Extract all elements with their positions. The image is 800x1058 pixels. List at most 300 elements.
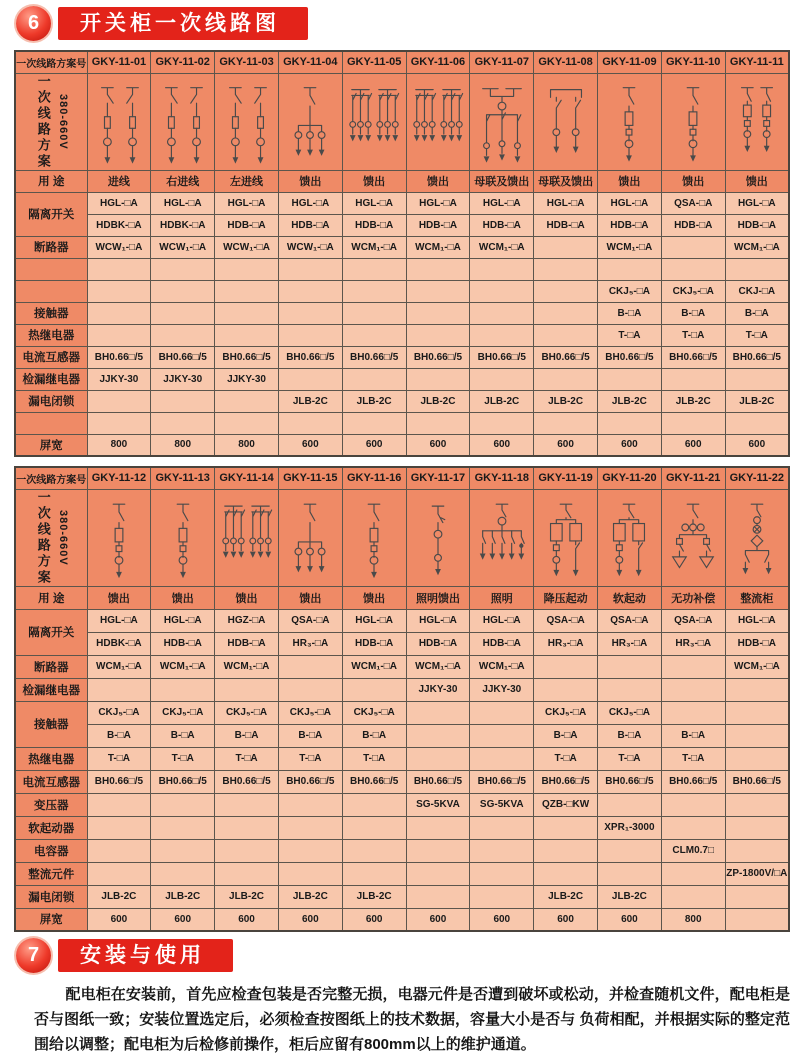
table-cell bbox=[215, 324, 279, 346]
table-cell: BH0.66□/5 bbox=[342, 770, 406, 793]
table-cell bbox=[470, 412, 534, 434]
table-cell bbox=[278, 412, 342, 434]
column-header: GKY-11-17 bbox=[406, 467, 470, 489]
table-cell bbox=[598, 412, 662, 434]
table-cell bbox=[151, 793, 215, 816]
scheme-label bbox=[15, 73, 87, 170]
table-cell: 600 bbox=[534, 908, 598, 931]
table-cell: B-□A bbox=[598, 302, 662, 324]
section-7-title: 安装与使用 bbox=[58, 939, 233, 972]
table-cell: CKJ₅-□A bbox=[598, 701, 662, 724]
table-cell bbox=[151, 862, 215, 885]
table-cell bbox=[534, 258, 598, 280]
table-cell bbox=[661, 793, 725, 816]
table-cell: T-□A bbox=[725, 324, 789, 346]
table-cell: HGL-□A bbox=[598, 192, 662, 214]
table-cell: BH0.66□/5 bbox=[661, 770, 725, 793]
section-6-title: 开关柜一次线路图 bbox=[58, 7, 308, 40]
table-cell bbox=[151, 280, 215, 302]
table-cell: BH0.66□/5 bbox=[725, 770, 789, 793]
column-header: GKY-11-21 bbox=[661, 467, 725, 489]
table-cell: BH0.66□/5 bbox=[215, 770, 279, 793]
table-cell: WCM₁-□A bbox=[215, 655, 279, 678]
table-cell: 600 bbox=[342, 908, 406, 931]
table-cell: JJKY-30 bbox=[470, 678, 534, 701]
table-cell: HDB-□A bbox=[598, 214, 662, 236]
table-cell bbox=[278, 678, 342, 701]
table-cell bbox=[598, 793, 662, 816]
table-cell: 右进线 bbox=[151, 170, 215, 192]
table-cell: BH0.66□/5 bbox=[661, 346, 725, 368]
circuit-diagram-box1 bbox=[87, 489, 151, 586]
table-cell bbox=[725, 258, 789, 280]
table-cell bbox=[598, 258, 662, 280]
table-cell bbox=[725, 724, 789, 747]
install-instructions: 配电柜在安装前，首先应检查包装是否完整无损，电器元件是否遭到破坏或松动，并检查随机文件，配电柜是否与图纸一致；安装位置选定后，必须检查按图纸上的技术数据，容量大小是否与 负荷相配，并根据实际的整定范围给以调整；配电柜为后检修前操作，柜后应留有800mm以上的维护通道。 bbox=[34, 986, 790, 1054]
table-cell bbox=[725, 701, 789, 724]
table-cell: HGL-□A bbox=[151, 192, 215, 214]
table-cell: HDBK-□A bbox=[151, 214, 215, 236]
table-cell bbox=[278, 258, 342, 280]
table-cell: HGL-□A bbox=[406, 609, 470, 632]
section-7-number-badge: 7 bbox=[16, 938, 51, 973]
catalog-page bbox=[0, 6, 800, 1054]
table-cell: JLB-2C bbox=[470, 390, 534, 412]
table-cell bbox=[406, 747, 470, 770]
row-label: 隔离开关 bbox=[15, 192, 87, 236]
circuit-table-1 bbox=[14, 50, 800, 457]
circuit-diagram-starter bbox=[598, 489, 662, 586]
table-cell: 馈出 bbox=[598, 170, 662, 192]
column-header: GKY-11-12 bbox=[87, 467, 151, 489]
table-cell: 600 bbox=[470, 908, 534, 931]
table-cell bbox=[725, 678, 789, 701]
table-cell: CKJ₅-□A bbox=[661, 280, 725, 302]
table-cell: B-□A bbox=[215, 724, 279, 747]
circuit-diagram-in2 bbox=[87, 73, 151, 170]
table-cell: 600 bbox=[661, 434, 725, 456]
table-cell bbox=[661, 885, 725, 908]
table-cell: WCM₁-□A bbox=[87, 655, 151, 678]
table-cell: 馈出 bbox=[278, 170, 342, 192]
table-cell bbox=[661, 816, 725, 839]
table-cell: HGL-□A bbox=[215, 192, 279, 214]
circuit-diagram-box1 bbox=[151, 489, 215, 586]
table-cell: 软起动 bbox=[598, 586, 662, 609]
table-cell bbox=[470, 816, 534, 839]
table-cell bbox=[87, 862, 151, 885]
table-cell bbox=[342, 302, 406, 324]
table-cell bbox=[661, 862, 725, 885]
row-label bbox=[15, 412, 87, 434]
table-cell: WCM₁-□A bbox=[725, 655, 789, 678]
table-cell bbox=[534, 302, 598, 324]
table-cell: QSA-□A bbox=[534, 609, 598, 632]
table-cell bbox=[406, 701, 470, 724]
circuit-diagram-box1 bbox=[342, 489, 406, 586]
circuit-diagram-fd1 bbox=[278, 489, 342, 586]
table-cell bbox=[534, 236, 598, 258]
row-label: 接触器 bbox=[15, 302, 87, 324]
table-cell: 馈出 bbox=[215, 586, 279, 609]
table-cell bbox=[406, 280, 470, 302]
table-cell: 600 bbox=[215, 908, 279, 931]
row-label: 断路器 bbox=[15, 655, 87, 678]
circuit-diagram-bus bbox=[470, 73, 534, 170]
table-cell: HGL-□A bbox=[87, 609, 151, 632]
table-cell: HR₃-□A bbox=[534, 632, 598, 655]
row-label: 检漏继电器 bbox=[15, 368, 87, 390]
table-cell: B-□A bbox=[661, 724, 725, 747]
table-cell bbox=[151, 816, 215, 839]
table-cell bbox=[470, 839, 534, 862]
table-cell bbox=[661, 258, 725, 280]
table-cell: 600 bbox=[406, 434, 470, 456]
table-cell: 600 bbox=[598, 434, 662, 456]
table-cell bbox=[406, 368, 470, 390]
table-cell: B-□A bbox=[278, 724, 342, 747]
table-cell: CKJ₅-□A bbox=[598, 280, 662, 302]
table-cell bbox=[342, 258, 406, 280]
table-cell: JLB-2C bbox=[406, 390, 470, 412]
table-cell bbox=[87, 258, 151, 280]
table-cell bbox=[534, 412, 598, 434]
circuit-diagram-fd1 bbox=[278, 73, 342, 170]
table-cell: WCM₁-□A bbox=[406, 236, 470, 258]
table-cell: T-□A bbox=[151, 747, 215, 770]
table-cell: 照明馈出 bbox=[406, 586, 470, 609]
table-cell bbox=[215, 412, 279, 434]
row-label: 用 途 bbox=[15, 170, 87, 192]
table-cell bbox=[470, 280, 534, 302]
column-header: GKY-11-22 bbox=[725, 467, 789, 489]
table-cell: BH0.66□/5 bbox=[534, 346, 598, 368]
table-cell: WCM₁-□A bbox=[406, 655, 470, 678]
table-cell: BH0.66□/5 bbox=[406, 770, 470, 793]
table-cell: B-□A bbox=[342, 724, 406, 747]
table-cell: SG-5KVA bbox=[406, 793, 470, 816]
table-cell: 馈出 bbox=[406, 170, 470, 192]
table-cell: HDB-□A bbox=[725, 632, 789, 655]
table-cell bbox=[278, 302, 342, 324]
table-cell bbox=[215, 302, 279, 324]
row-label: 断路器 bbox=[15, 236, 87, 258]
circuit-table-2 bbox=[14, 466, 800, 932]
table-cell bbox=[725, 368, 789, 390]
table-cell: 600 bbox=[278, 908, 342, 931]
table-cell bbox=[342, 678, 406, 701]
table-cell bbox=[87, 302, 151, 324]
table-cell bbox=[87, 839, 151, 862]
table-cell: T-□A bbox=[534, 747, 598, 770]
table-cell bbox=[470, 747, 534, 770]
table-cell: HDB-□A bbox=[661, 214, 725, 236]
table-cell: 馈出 bbox=[342, 170, 406, 192]
table-cell bbox=[342, 368, 406, 390]
table-cell: 降压起动 bbox=[534, 586, 598, 609]
section-7-banner bbox=[16, 938, 800, 973]
table-cell: HDB-□A bbox=[342, 632, 406, 655]
table-cell: HR₃-□A bbox=[598, 632, 662, 655]
table-cell: XPR₁-3000 bbox=[598, 816, 662, 839]
table-cell bbox=[215, 258, 279, 280]
table-cell: HDBK-□A bbox=[87, 632, 151, 655]
table-cell: CKJ₅-□A bbox=[534, 701, 598, 724]
table-cell bbox=[470, 885, 534, 908]
table-cell bbox=[215, 793, 279, 816]
table-cell: HGL-□A bbox=[534, 192, 598, 214]
table-cell: QSA-□A bbox=[598, 609, 662, 632]
table-cell: HDB-□A bbox=[534, 214, 598, 236]
column-header: GKY-11-10 bbox=[661, 51, 725, 73]
table-cell: B-□A bbox=[87, 724, 151, 747]
table-cell: JJKY-30 bbox=[87, 368, 151, 390]
table-cell: B-□A bbox=[598, 724, 662, 747]
table-cell bbox=[278, 655, 342, 678]
table-cell: 600 bbox=[470, 434, 534, 456]
table-cell bbox=[534, 324, 598, 346]
column-header: GKY-11-13 bbox=[151, 467, 215, 489]
table-cell bbox=[87, 280, 151, 302]
table-cell bbox=[278, 793, 342, 816]
table-cell bbox=[725, 885, 789, 908]
table-cell bbox=[406, 412, 470, 434]
table-cell: 600 bbox=[151, 908, 215, 931]
table-cell: JLB-2C bbox=[278, 390, 342, 412]
circuit-diagram-fdm bbox=[406, 73, 470, 170]
table-cell: 800 bbox=[215, 434, 279, 456]
circuit-diagram-bus5 bbox=[470, 489, 534, 586]
table-cell bbox=[342, 412, 406, 434]
table-cell: T-□A bbox=[278, 747, 342, 770]
table-cell: 馈出 bbox=[661, 170, 725, 192]
table-cell: HGL-□A bbox=[342, 609, 406, 632]
table-cell bbox=[342, 862, 406, 885]
table-cell: QSA-□A bbox=[661, 609, 725, 632]
table-cell: JLB-2C bbox=[534, 885, 598, 908]
table-cell bbox=[87, 793, 151, 816]
column-header: GKY-11-07 bbox=[470, 51, 534, 73]
table-cell: T-□A bbox=[598, 324, 662, 346]
table-cell: CLM0.7□ bbox=[661, 839, 725, 862]
table-cell: HR₃-□A bbox=[661, 632, 725, 655]
table-cell bbox=[215, 390, 279, 412]
table-cell: WCW₁-□A bbox=[278, 236, 342, 258]
circuit-diagram-in2 bbox=[151, 73, 215, 170]
circuit-diagram-starter bbox=[534, 489, 598, 586]
circuit-diagram-bus2 bbox=[534, 73, 598, 170]
table-cell bbox=[151, 302, 215, 324]
table-cell bbox=[406, 839, 470, 862]
table-cell: T-□A bbox=[215, 747, 279, 770]
table-cell bbox=[215, 862, 279, 885]
column-header: GKY-11-02 bbox=[151, 51, 215, 73]
row-label: 电容器 bbox=[15, 839, 87, 862]
table-cell: 600 bbox=[342, 434, 406, 456]
table-cell: T-□A bbox=[598, 747, 662, 770]
circuit-diagram-box1 bbox=[661, 73, 725, 170]
table-cell: SG-5KVA bbox=[470, 793, 534, 816]
column-header: GKY-11-04 bbox=[278, 51, 342, 73]
row-label: 热继电器 bbox=[15, 747, 87, 770]
table-cell: HDBK-□A bbox=[87, 214, 151, 236]
table-cell: JJKY-30 bbox=[215, 368, 279, 390]
table-cell bbox=[87, 412, 151, 434]
row-label: 变压器 bbox=[15, 793, 87, 816]
table-cell bbox=[661, 678, 725, 701]
table-cell: CKJ₅-□A bbox=[151, 701, 215, 724]
table-cell bbox=[406, 324, 470, 346]
voltage-label: 380-660V bbox=[56, 93, 69, 150]
table-cell: 进线 bbox=[87, 170, 151, 192]
table-cell bbox=[406, 724, 470, 747]
table-cell bbox=[87, 390, 151, 412]
table-cell bbox=[151, 324, 215, 346]
table-cell: BH0.66□/5 bbox=[151, 346, 215, 368]
table-cell bbox=[661, 368, 725, 390]
table-cell: 600 bbox=[87, 908, 151, 931]
circuit-diagram-fdm bbox=[342, 73, 406, 170]
table-cell: HDB-□A bbox=[278, 214, 342, 236]
table-cell bbox=[598, 839, 662, 862]
table-cell: 600 bbox=[725, 434, 789, 456]
table-cell bbox=[725, 747, 789, 770]
table-cell: BH0.66□/5 bbox=[598, 770, 662, 793]
table-cell bbox=[87, 678, 151, 701]
scheme-label bbox=[15, 489, 87, 586]
table-cell bbox=[278, 816, 342, 839]
table-cell: CKJ₅-□A bbox=[87, 701, 151, 724]
column-header: GKY-11-20 bbox=[598, 467, 662, 489]
table-cell: BH0.66□/5 bbox=[598, 346, 662, 368]
table-cell bbox=[406, 816, 470, 839]
table-cell: CKJ₅-□A bbox=[278, 701, 342, 724]
table-cell bbox=[406, 862, 470, 885]
table-cell bbox=[278, 280, 342, 302]
table-cell: 馈出 bbox=[87, 586, 151, 609]
table-cell bbox=[470, 862, 534, 885]
circuit-diagram-box2 bbox=[725, 73, 789, 170]
table-cell: BH0.66□/5 bbox=[534, 770, 598, 793]
table-cell bbox=[661, 412, 725, 434]
table-cell: 照明 bbox=[470, 586, 534, 609]
scheme-label-text: 一次线路方案 bbox=[35, 489, 51, 586]
table-cell: 母联及馈出 bbox=[470, 170, 534, 192]
row-label: 电流互感器 bbox=[15, 346, 87, 368]
table-cell: JLB-2C bbox=[87, 885, 151, 908]
table-cell: ZP-1800V/□A bbox=[725, 862, 789, 885]
column-header: GKY-11-18 bbox=[470, 467, 534, 489]
table-cell bbox=[278, 368, 342, 390]
section-6-number-badge: 6 bbox=[16, 6, 51, 41]
table-cell bbox=[598, 862, 662, 885]
table-cell: QSA-□A bbox=[661, 192, 725, 214]
section-6-banner bbox=[16, 6, 800, 41]
circuit-scheme-table bbox=[14, 50, 790, 457]
table-cell: T-□A bbox=[342, 747, 406, 770]
column-header: GKY-11-03 bbox=[215, 51, 279, 73]
column-header: GKY-11-05 bbox=[342, 51, 406, 73]
table-cell: 800 bbox=[87, 434, 151, 456]
table-cell: HGL-□A bbox=[725, 609, 789, 632]
table-cell bbox=[87, 324, 151, 346]
circuit-diagram-in2 bbox=[215, 73, 279, 170]
table-cell: WCM₁-□A bbox=[725, 236, 789, 258]
table-cell: WCM₁-□A bbox=[470, 236, 534, 258]
table-cell bbox=[598, 678, 662, 701]
table-cell: BH0.66□/5 bbox=[470, 770, 534, 793]
table-cell: WCW₁-□A bbox=[151, 236, 215, 258]
row-label bbox=[15, 280, 87, 302]
table-cell bbox=[215, 678, 279, 701]
table-cell: JJKY-30 bbox=[406, 678, 470, 701]
table-cell: 整流柜 bbox=[725, 586, 789, 609]
table-cell: HGL-□A bbox=[278, 192, 342, 214]
table-cell bbox=[342, 816, 406, 839]
table-cell bbox=[534, 655, 598, 678]
table-cell: 馈出 bbox=[278, 586, 342, 609]
table-cell: JLB-2C bbox=[598, 885, 662, 908]
table-cell: CKJ₅-□A bbox=[342, 701, 406, 724]
table-cell bbox=[151, 412, 215, 434]
table-cell: B-□A bbox=[661, 302, 725, 324]
table-cell: HGL-□A bbox=[470, 192, 534, 214]
row-label: 接触器 bbox=[15, 701, 87, 747]
scheme-no-label: 一次线路方案号 bbox=[15, 467, 87, 489]
column-header: GKY-11-15 bbox=[278, 467, 342, 489]
table-cell: B-□A bbox=[725, 302, 789, 324]
table-cell: HGL-□A bbox=[151, 609, 215, 632]
table-cell: BH0.66□/5 bbox=[278, 770, 342, 793]
table-cell: B-□A bbox=[151, 724, 215, 747]
table-cell: HDB-□A bbox=[342, 214, 406, 236]
table-cell bbox=[725, 908, 789, 931]
row-label: 屏宽 bbox=[15, 434, 87, 456]
circuit-diagram-lamp bbox=[406, 489, 470, 586]
column-header: GKY-11-06 bbox=[406, 51, 470, 73]
table-cell: 无功补偿 bbox=[661, 586, 725, 609]
table-cell: JLB-2C bbox=[215, 885, 279, 908]
column-header: GKY-11-14 bbox=[215, 467, 279, 489]
table-cell bbox=[215, 816, 279, 839]
row-label: 隔离开关 bbox=[15, 609, 87, 655]
row-label: 漏电闭锁 bbox=[15, 885, 87, 908]
table-cell bbox=[406, 302, 470, 324]
table-cell: BH0.66□/5 bbox=[278, 346, 342, 368]
table-cell bbox=[215, 280, 279, 302]
table-cell bbox=[534, 678, 598, 701]
circuit-scheme-table bbox=[14, 466, 790, 932]
table-cell: HDB-□A bbox=[406, 214, 470, 236]
table-cell: 800 bbox=[661, 908, 725, 931]
circuit-diagram-cap bbox=[661, 489, 725, 586]
table-cell: T-□A bbox=[661, 324, 725, 346]
table-cell: CKJ₅-□A bbox=[215, 701, 279, 724]
table-cell: JLB-2C bbox=[725, 390, 789, 412]
table-cell bbox=[661, 236, 725, 258]
table-cell bbox=[598, 368, 662, 390]
column-header: GKY-11-11 bbox=[725, 51, 789, 73]
table-cell: HDB-□A bbox=[151, 632, 215, 655]
table-cell: JLB-2C bbox=[278, 885, 342, 908]
table-cell bbox=[151, 258, 215, 280]
table-cell: HGZ-□A bbox=[215, 609, 279, 632]
table-cell: HDB-□A bbox=[725, 214, 789, 236]
table-cell bbox=[470, 324, 534, 346]
row-label: 电流互感器 bbox=[15, 770, 87, 793]
table-cell: 馈出 bbox=[342, 586, 406, 609]
row-label bbox=[15, 258, 87, 280]
